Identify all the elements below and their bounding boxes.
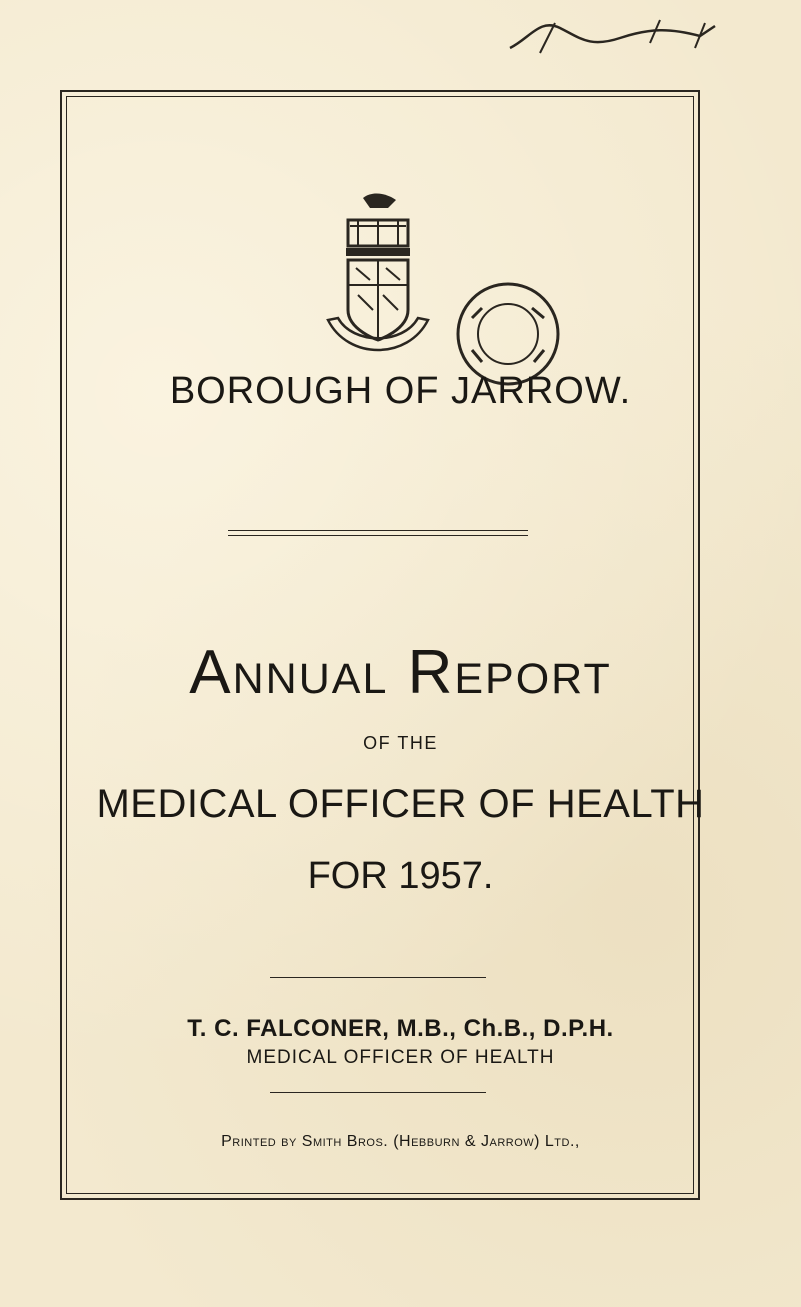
divider-bottom bbox=[270, 1092, 486, 1093]
printer-line: Printed by Smith Bros. (Hebburn & Jarrow) Ltd., bbox=[221, 1133, 580, 1150]
divider-top bbox=[270, 977, 486, 978]
borough-heading: BOROUGH OF JARROW. bbox=[169, 370, 632, 412]
borough-crest-icon bbox=[318, 190, 438, 370]
double-divider bbox=[228, 530, 528, 536]
handwritten-mark bbox=[500, 8, 730, 60]
report-title: Annual Report bbox=[189, 638, 612, 707]
report-year: FOR 1957. bbox=[307, 855, 494, 897]
author-role: MEDICAL OFFICER OF HEALTH bbox=[246, 1047, 555, 1068]
author-name: T. C. FALCONER, M.B., Ch.B., D.P.H. bbox=[187, 1015, 614, 1042]
of-the-text: OF THE bbox=[363, 733, 438, 753]
officer-title: MEDICAL OFFICER OF HEALTH bbox=[96, 782, 705, 826]
